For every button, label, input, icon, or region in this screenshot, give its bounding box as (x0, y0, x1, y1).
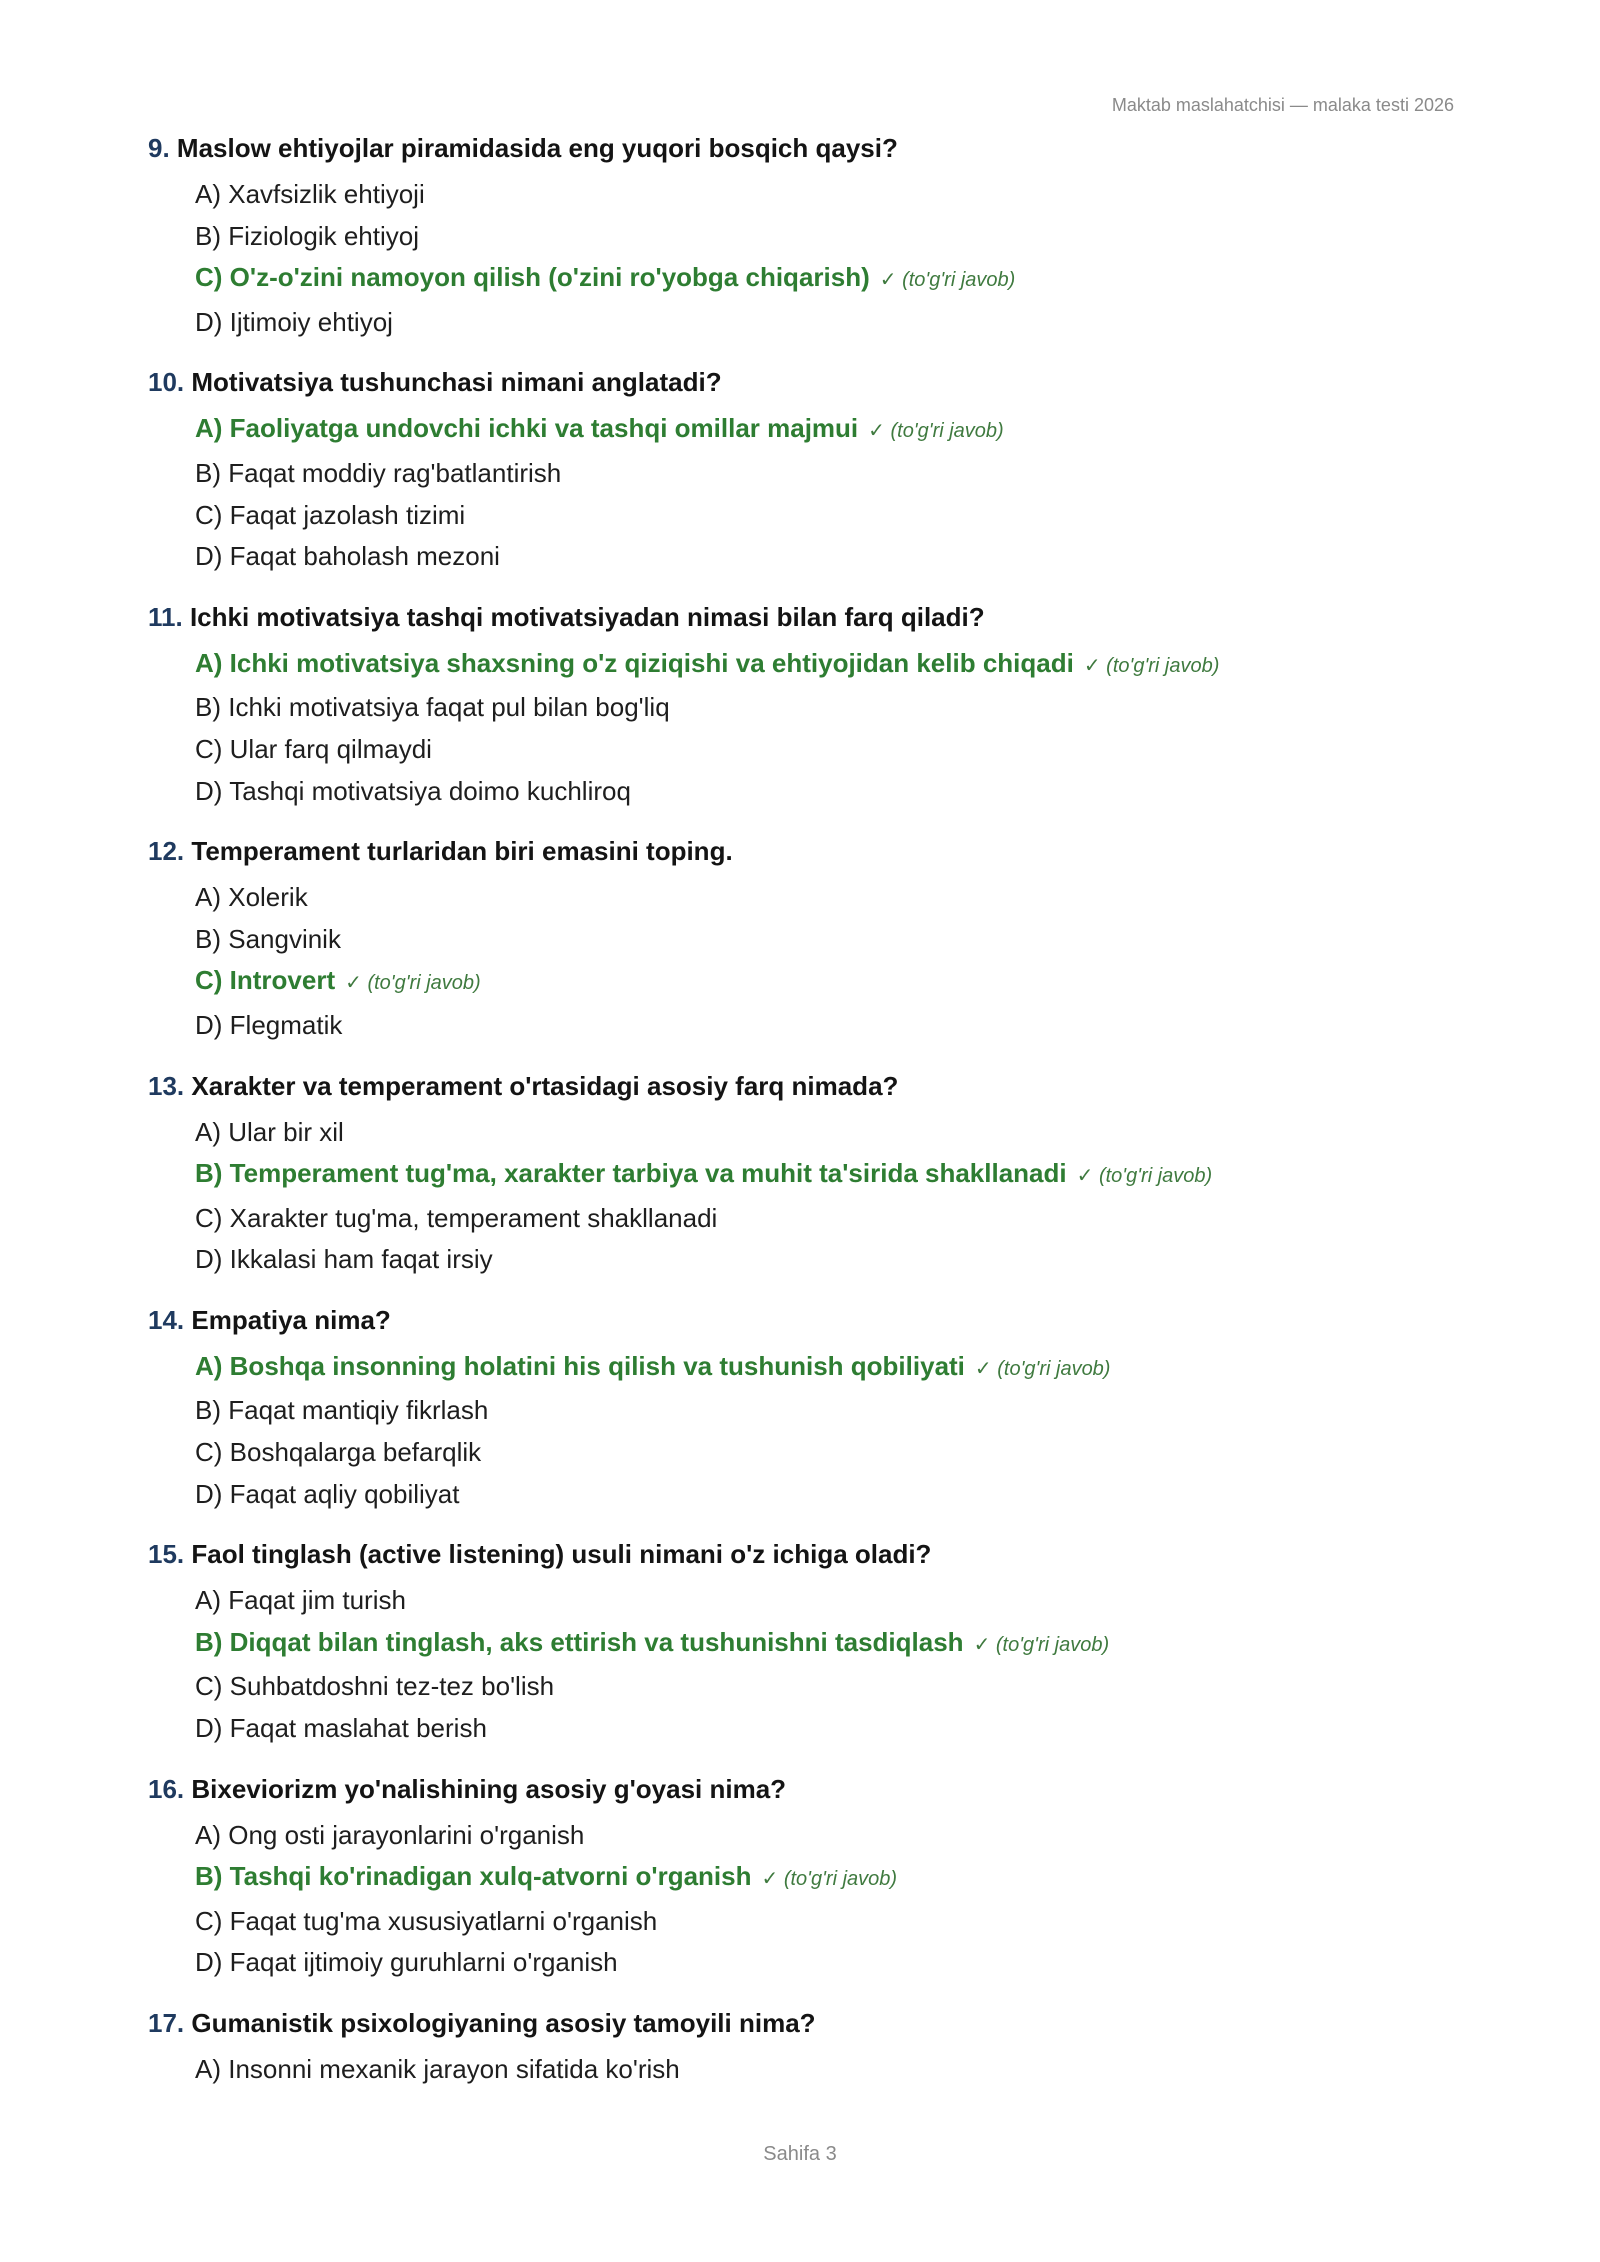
question-block (148, 130, 1448, 343)
answer-option (195, 729, 1448, 771)
answer-option-correct (195, 643, 1448, 688)
question-block (148, 364, 1448, 577)
correct-answer-mark: ✓ (to'g'ri javob) (868, 420, 1004, 443)
question-title (148, 2005, 1448, 2041)
answer-option-text: C) Xarakter tug'ma, temperament shakllanadi (195, 1202, 718, 1233)
answer-option-text: D) Ikkalasi ham faqat irsiy (195, 1244, 493, 1275)
answer-option-text: D) Faqat baholash mezoni (195, 541, 500, 572)
answer-option (195, 174, 1448, 216)
answer-option-correct (195, 960, 1448, 1005)
answer-option-correct (195, 1622, 1448, 1667)
question-block (148, 599, 1448, 812)
answer-option-text: D) Faqat aqliy qobiliyat (195, 1478, 460, 1509)
answer-option (195, 495, 1448, 537)
answer-option-text: D) Tashqi motivatsiya doimo kuchliroq (195, 775, 631, 806)
answer-option (195, 1390, 1448, 1432)
answer-options (148, 1580, 1448, 1749)
answer-option-text: A) Faqat jim turish (195, 1585, 406, 1616)
answer-option (195, 216, 1448, 258)
answer-option (195, 1239, 1448, 1281)
question-title (148, 1302, 1448, 1338)
correct-answer-mark: ✓ (to'g'ri javob) (974, 1357, 1111, 1380)
answer-option (195, 1198, 1448, 1240)
answer-option-text: C) Boshqalarga befarqlik (195, 1437, 482, 1468)
answer-option (195, 687, 1448, 729)
question-text: Ichki motivatsiya tashqi motivatsiyadan nimasi bilan farq qiladi? (189, 601, 985, 632)
answer-option-text: A) Xolerik (195, 882, 308, 913)
answer-option (195, 919, 1448, 961)
question-number: 15. (148, 1539, 185, 1570)
page-footer: Sahifa 3 (763, 2143, 837, 2165)
answer-option (195, 1666, 1448, 1708)
question-text: Motivatsiya tushunchasi nimani anglatadi? (191, 367, 722, 398)
answer-option-correct (195, 1346, 1448, 1391)
answer-option-text: C) O'z-o'zini namoyon qilish (o'zini ro'yobga chiqarish) (195, 262, 870, 293)
question-number: 12. (148, 836, 185, 867)
question-title (148, 1068, 1448, 1104)
question-title (148, 1536, 1448, 1572)
answer-options (148, 408, 1448, 577)
answer-option (195, 1901, 1448, 1943)
answer-options (148, 1112, 1448, 1281)
correct-answer-mark: ✓ (to'g'ri javob) (1076, 1165, 1213, 1188)
answer-option (195, 1112, 1448, 1154)
question-number: 13. (148, 1070, 185, 1101)
question-number: 9. (148, 133, 170, 163)
answer-options (148, 1815, 1448, 1984)
answer-option (195, 771, 1448, 813)
answer-option (195, 1815, 1448, 1857)
question-text: Maslow ehtiyojlar piramidasida eng yuqori bosqich qaysi? (176, 133, 898, 163)
correct-answer-mark: ✓ (to'g'ri javob) (973, 1633, 1110, 1656)
question-list (148, 130, 1448, 2112)
answer-option-correct (195, 257, 1448, 302)
question-number: 10. (148, 367, 185, 398)
answer-option-text: B) Fiziologik ehtiyoj (195, 220, 419, 251)
answer-option-text: D) Ijtimoiy ehtiyoj (195, 306, 393, 337)
answer-option-text: C) Suhbatdoshni tez-tez bo'lish (195, 1671, 555, 1702)
answer-option-correct (195, 1153, 1448, 1198)
question-text: Temperament turlaridan biri emasini toping. (191, 836, 733, 867)
answer-option-text: A) Ong osti jarayonlarini o'rganish (195, 1819, 585, 1850)
answer-option-text: B) Faqat mantiqiy fikrlash (195, 1395, 489, 1426)
answer-option-text: C) Faqat jazolash tizimi (195, 499, 466, 530)
answer-options (148, 877, 1448, 1046)
answer-options (148, 1346, 1448, 1515)
answer-option-text: A) Xavfsizlik ehtiyoji (195, 179, 425, 209)
answer-option-text: B) Tashqi ko'rinadigan xulq-atvorni o'rganish (195, 1861, 752, 1892)
question-title (148, 130, 1448, 166)
answer-option-text: A) Faoliyatga undovchi ichki va tashqi omillar majmui (195, 413, 859, 444)
answer-option-text: B) Ichki motivatsiya faqat pul bilan bog'liq (195, 692, 670, 723)
question-number: 17. (148, 2008, 185, 2038)
answer-option (195, 1474, 1448, 1516)
answer-option (195, 1005, 1448, 1047)
answer-option (195, 1708, 1448, 1750)
question-text: Gumanistik psixologiyaning asosiy tamoyili nima? (191, 2008, 816, 2038)
question-title (148, 1771, 1448, 1807)
question-block (148, 1536, 1448, 1749)
answer-option-correct (195, 1856, 1448, 1901)
answer-option (195, 302, 1448, 344)
answer-option-text: C) Introvert (195, 965, 336, 996)
question-block (148, 1771, 1448, 1984)
question-title (148, 833, 1448, 869)
correct-answer-mark: ✓ (to'g'ri javob) (345, 972, 481, 995)
question-number: 11. (148, 601, 183, 632)
answer-options (148, 2049, 1448, 2091)
correct-answer-mark: ✓ (to'g'ri javob) (879, 269, 1016, 292)
question-number: 14. (148, 1304, 185, 1335)
answer-option-text: B) Faqat moddiy rag'batlantirish (195, 457, 562, 488)
question-block (148, 2005, 1448, 2091)
answer-option-text: C) Ular farq qilmaydi (195, 733, 432, 764)
question-block (148, 833, 1448, 1046)
question-text: Empatiya nima? (191, 1304, 391, 1335)
answer-option-text: D) Flegmatik (195, 1009, 343, 1040)
question-title (148, 364, 1448, 400)
page-header: Maktab maslahatchisi — malaka testi 2026 (1111, 95, 1454, 115)
answer-option-text: A) Insonni mexanik jarayon sifatida ko'rish (195, 2054, 680, 2084)
answer-option-text: B) Temperament tug'ma, xarakter tarbiya va muhit ta'sirida shakllanadi (195, 1158, 1067, 1189)
answer-options (148, 643, 1448, 812)
answer-option (195, 536, 1448, 578)
answer-option (195, 1580, 1448, 1622)
answer-option (195, 2049, 1448, 2091)
answer-option (195, 453, 1448, 495)
question-block (148, 1068, 1448, 1281)
answer-option-text: A) Ichki motivatsiya shaxsning o'z qiziqishi va ehtiyojidan kelib chiqadi (195, 647, 1074, 678)
answer-options (148, 174, 1448, 343)
question-text: Xarakter va temperament o'rtasidagi asosiy farq nimada? (191, 1070, 899, 1101)
correct-answer-mark: ✓ (to'g'ri javob) (761, 1868, 898, 1891)
answer-option-text: C) Faqat tug'ma xususiyatlarni o'rganish (195, 1905, 658, 1936)
answer-option-text: B) Diqqat bilan tinglash, aks ettirish va tushunishni tasdiqlash (195, 1626, 964, 1657)
answer-option-text: A) Boshqa insonning holatini his qilish va tushunish qobiliyati (195, 1350, 965, 1381)
answer-option (195, 877, 1448, 919)
correct-answer-mark: ✓ (to'g'ri javob) (1083, 654, 1220, 677)
question-text: Bixeviorizm yo'nalishining asosiy g'oyasi nima? (191, 1773, 787, 1804)
question-number: 16. (148, 1773, 185, 1804)
answer-option-text: D) Faqat maslahat berish (195, 1713, 487, 1744)
answer-option-text: B) Sangvinik (195, 923, 341, 954)
question-text: Faol tinglash (active listening) usuli nimani o'z ichiga oladi? (191, 1539, 932, 1570)
answer-option-text: D) Faqat ijtimoiy guruhlarni o'rganish (195, 1947, 618, 1978)
answer-option-text: A) Ular bir xil (195, 1116, 344, 1147)
question-block (148, 1302, 1448, 1515)
answer-option-correct (195, 408, 1448, 453)
answer-option (195, 1432, 1448, 1474)
question-title (148, 599, 1448, 635)
answer-option (195, 1942, 1448, 1984)
